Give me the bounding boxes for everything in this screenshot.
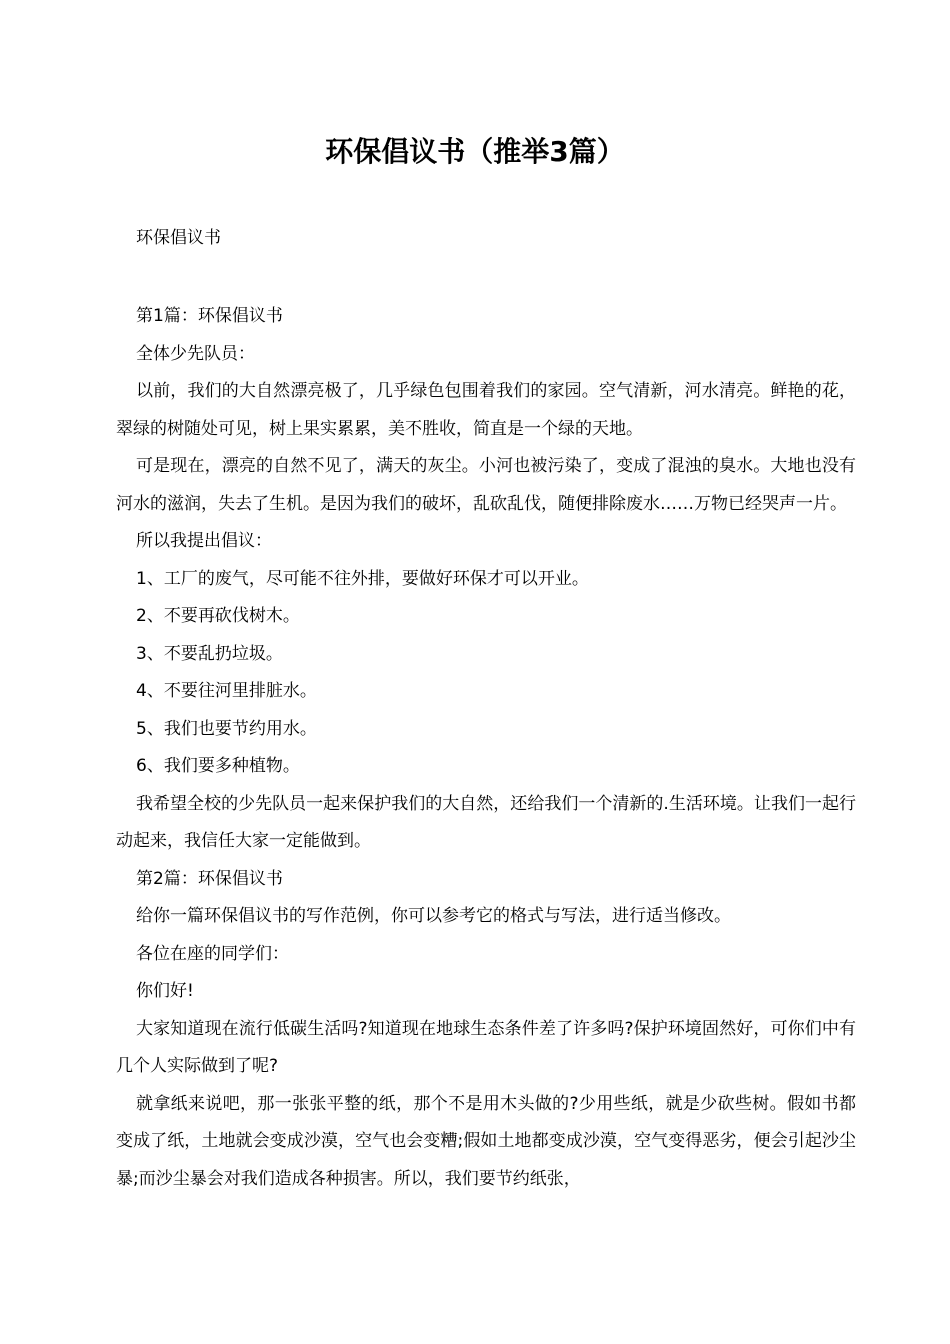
document-title: 环保倡议书（推举3篇） <box>325 135 625 168</box>
salutation: 全体少先队员： <box>136 343 255 364</box>
paragraph: 给你一篇环保倡议书的写作范例，你可以参考它的格式与写法，进行适当修改。 <box>136 906 731 926</box>
list-item: 2、不要再砍伐树木。 <box>136 606 300 626</box>
paragraph: 我希望全校的少先队员一起来保护我们的大自然，还给我们一个清新的.生活环境。让我们一起行动起来，我信任大家一定能做到。 <box>116 793 856 851</box>
paragraph: 所以我提出倡议： <box>136 531 272 551</box>
paragraph: 就拿纸来说吧，那一张张平整的纸，那个不是用木头做的?少用些纸，就是少砍些树。假如书都变成了纸，土地就会变成沙漠，空气也会变糟;假如土地都变成沙漠，空气变得恶劣，便会引起沙尘暴;而沙尘暴会对我们造成各种损害。所以，我们要节约纸张， <box>116 1093 856 1189</box>
document-subtitle: 环保倡议书 <box>136 228 221 248</box>
paragraph: 以前，我们的大自然漂亮极了，几乎绿色包围着我们的家园。空气清新，河水清亮。鲜艳的花，翠绿的树随处可见，树上果实累累，美不胜收，简直是一个绿的天地。 <box>116 381 856 439</box>
paragraph: 可是现在，漂亮的自然不见了，满天的灰尘。小河也被污染了，变成了混浊的臭水。大地也没有河水的滋润，失去了生机。是因为我们的破坏，乱砍乱伐，随便排除废水……万物已经哭声一片。 <box>116 456 856 514</box>
list-item: 4、不要往河里排脏水。 <box>136 681 317 701</box>
list-item: 3、不要乱扔垃圾。 <box>136 643 283 664</box>
paragraph: 大家知道现在流行低碳生活吗?知道现在地球生态条件差了许多吗?保护环境固然好，可你们中有几个人实际做到了呢? <box>116 1018 856 1076</box>
salutation: 各位在座的同学们： <box>136 943 289 964</box>
greeting: 你们好! <box>136 981 194 1001</box>
section-heading-1: 第1篇：环保倡议书 <box>136 306 283 326</box>
list-item: 6、我们要多种植物。 <box>136 756 300 776</box>
list-item: 1、工厂的废气，尽可能不往外排，要做好环保才可以开业。 <box>136 568 589 589</box>
list-item: 5、我们也要节约用水。 <box>136 718 317 739</box>
document-body <box>116 298 856 1198</box>
section-heading-2: 第2篇：环保倡议书 <box>136 868 283 889</box>
